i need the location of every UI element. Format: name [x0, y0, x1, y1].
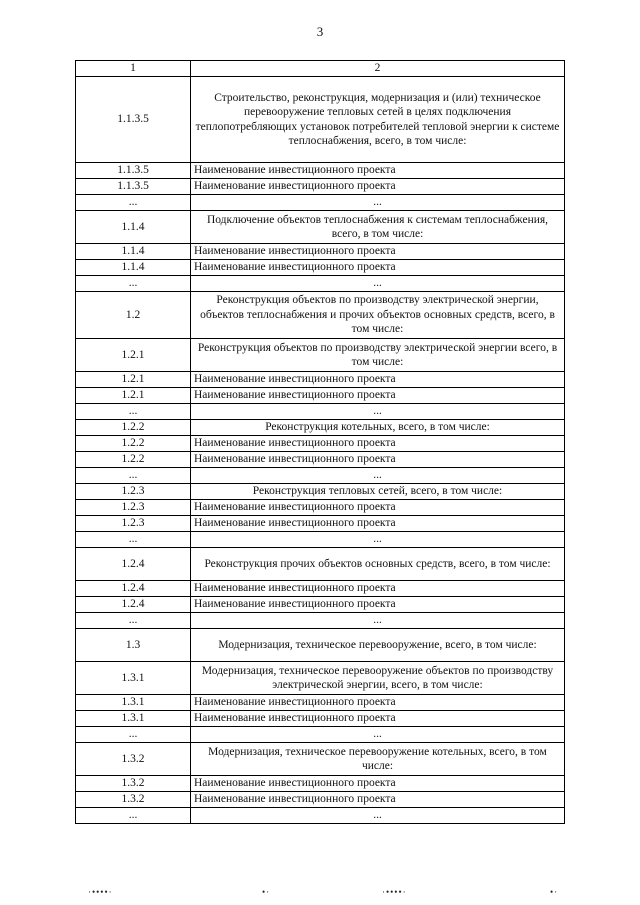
section-title-cell: ...	[191, 613, 565, 629]
table-row	[76, 388, 565, 404]
row-code: 1.2.4	[76, 581, 191, 597]
table-row	[76, 211, 565, 244]
section-title-cell: ...	[191, 468, 565, 484]
table-row	[76, 452, 565, 468]
row-code: ...	[76, 532, 191, 548]
row-code: 1.1.3.5	[76, 163, 191, 179]
project-name-cell: Наименование инвестиционного проекта	[191, 500, 565, 516]
row-code: 1.1.3.5	[76, 179, 191, 195]
table-row	[76, 179, 565, 195]
investment-table	[75, 60, 565, 824]
project-name-cell: Наименование инвестиционного проекта	[191, 792, 565, 808]
row-code: 1.3.1	[76, 711, 191, 727]
row-code: 1.2.1	[76, 372, 191, 388]
section-title-cell: Реконструкция объектов по производству электрической энергии, объектов теплоснабжения и прочих объектов основных средств, всего, в том числе:	[191, 292, 565, 339]
project-name-cell: Наименование инвестиционного проекта	[191, 179, 565, 195]
table-row	[76, 77, 565, 163]
table-row	[76, 372, 565, 388]
project-name-cell: Наименование инвестиционного проекта	[191, 260, 565, 276]
table-row	[76, 776, 565, 792]
row-code: 1.2.2	[76, 420, 191, 436]
project-name-cell: Наименование инвестиционного проекта	[191, 244, 565, 260]
table-row	[76, 727, 565, 743]
project-name-cell: Наименование инвестиционного проекта	[191, 452, 565, 468]
section-title-cell: Модернизация, техническое перевооружение котельных, всего, в том числе:	[191, 743, 565, 776]
row-code: ...	[76, 808, 191, 824]
row-code: 1.1.4	[76, 260, 191, 276]
project-name-cell: Наименование инвестиционного проекта	[191, 388, 565, 404]
row-code: 1.2.3	[76, 516, 191, 532]
row-code: ...	[76, 276, 191, 292]
section-title-cell: Реконструкция прочих объектов основных средств, всего, в том числе:	[191, 548, 565, 581]
row-code: 1.3.2	[76, 743, 191, 776]
table-row	[76, 420, 565, 436]
table-row	[76, 613, 565, 629]
section-title-cell: Реконструкция объектов по производству электрической энергии всего, в том числе:	[191, 339, 565, 372]
section-title-cell: ...	[191, 532, 565, 548]
table-row	[76, 260, 565, 276]
project-name-cell: Наименование инвестиционного проекта	[191, 581, 565, 597]
row-code: 1.2.1	[76, 339, 191, 372]
table-row	[76, 339, 565, 372]
row-code: 1.1.4	[76, 244, 191, 260]
project-name-cell: Наименование инвестиционного проекта	[191, 372, 565, 388]
scan-artifacts: ·••••· •· ·••••· •·	[88, 887, 559, 897]
row-code: 1.3.1	[76, 662, 191, 695]
project-name-cell: Наименование инвестиционного проекта	[191, 695, 565, 711]
column-header-1: 1	[76, 61, 191, 77]
row-code: 1.2	[76, 292, 191, 339]
table-row	[76, 695, 565, 711]
table-row	[76, 629, 565, 662]
table-row	[76, 484, 565, 500]
table-header-row	[76, 61, 565, 77]
table-row	[76, 548, 565, 581]
project-name-cell: Наименование инвестиционного проекта	[191, 711, 565, 727]
row-code: ...	[76, 404, 191, 420]
table-row	[76, 292, 565, 339]
table-row	[76, 276, 565, 292]
column-header-2: 2	[191, 61, 565, 77]
page-number: 3	[316, 24, 324, 39]
table-row	[76, 404, 565, 420]
row-code: 1.2.2	[76, 436, 191, 452]
section-title-cell: ...	[191, 276, 565, 292]
table-row	[76, 195, 565, 211]
row-code: ...	[76, 613, 191, 629]
row-code: 1.3	[76, 629, 191, 662]
project-name-cell: Наименование инвестиционного проекта	[191, 516, 565, 532]
section-title-cell: Реконструкция котельных, всего, в том числе:	[191, 420, 565, 436]
table-row	[76, 244, 565, 260]
project-name-cell: Наименование инвестиционного проекта	[191, 597, 565, 613]
row-code: 1.1.3.5	[76, 77, 191, 163]
section-title-cell: Модернизация, техническое перевооружение, всего, в том числе:	[191, 629, 565, 662]
row-code: 1.2.3	[76, 484, 191, 500]
project-name-cell: Наименование инвестиционного проекта	[191, 436, 565, 452]
row-code: 1.2.2	[76, 452, 191, 468]
section-title-cell: ...	[191, 404, 565, 420]
table-row	[76, 743, 565, 776]
table-row	[76, 792, 565, 808]
section-title-cell: Подключение объектов теплоснабжения к системам теплоснабжения, всего, в том числе:	[191, 211, 565, 244]
section-title-cell: ...	[191, 727, 565, 743]
table-row	[76, 662, 565, 695]
section-title-cell: Модернизация, техническое перевооружение объектов по производству электрической энергии, всего, в том числе:	[191, 662, 565, 695]
row-code: 1.2.4	[76, 548, 191, 581]
row-code: 1.2.1	[76, 388, 191, 404]
row-code: 1.3.2	[76, 776, 191, 792]
table-row	[76, 808, 565, 824]
row-code: 1.1.4	[76, 211, 191, 244]
row-code: ...	[76, 727, 191, 743]
table-row	[76, 500, 565, 516]
table-row	[76, 436, 565, 452]
section-title-cell: Строительство, реконструкция, модернизация и (или) техническое перевооружение тепловых сетей в целях подключения теплопотребляющих установок потребителей тепловой энергии к системе теплоснабжения, всего, в том числе:	[191, 77, 565, 163]
table-row	[76, 516, 565, 532]
row-code: 1.2.4	[76, 597, 191, 613]
row-code: ...	[76, 195, 191, 211]
table-row	[76, 163, 565, 179]
section-title-cell: ...	[191, 195, 565, 211]
table-row	[76, 597, 565, 613]
section-title-cell: ...	[191, 808, 565, 824]
table-row	[76, 711, 565, 727]
section-title-cell: Реконструкция тепловых сетей, всего, в том числе:	[191, 484, 565, 500]
row-code: 1.2.3	[76, 500, 191, 516]
table-row	[76, 581, 565, 597]
table-row	[76, 468, 565, 484]
project-name-cell: Наименование инвестиционного проекта	[191, 776, 565, 792]
table-row	[76, 532, 565, 548]
row-code: ...	[76, 468, 191, 484]
row-code: 1.3.1	[76, 695, 191, 711]
row-code: 1.3.2	[76, 792, 191, 808]
project-name-cell: Наименование инвестиционного проекта	[191, 163, 565, 179]
